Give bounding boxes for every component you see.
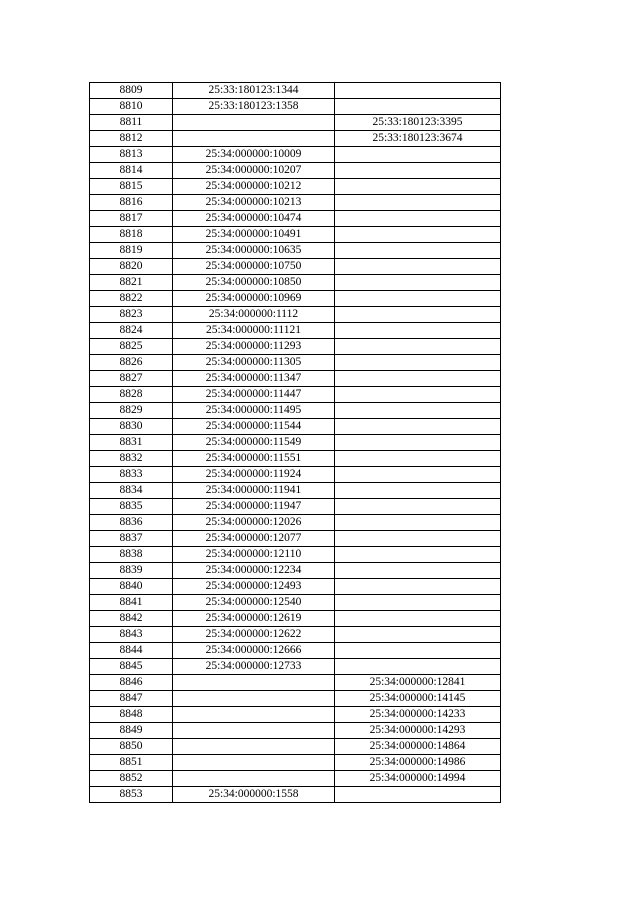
table-row xyxy=(90,211,501,227)
row-number-cell: 8836 xyxy=(90,515,173,531)
cadastral-number-cell: 25:34:000000:11495 xyxy=(173,403,335,419)
cadastral-number-alt-cell: 25:33:180123:3395 xyxy=(335,115,501,131)
row-number-cell: 8819 xyxy=(90,243,173,259)
row-number-cell: 8817 xyxy=(90,211,173,227)
cadastral-number-cell: 25:34:000000:10750 xyxy=(173,259,335,275)
cadastral-number-alt-cell: 25:34:000000:12841 xyxy=(335,675,501,691)
table-row xyxy=(90,675,501,691)
cadastral-number-cell xyxy=(173,755,335,771)
cadastral-number-alt-cell xyxy=(335,291,501,307)
cadastral-number-alt-cell xyxy=(335,595,501,611)
cadastral-number-cell: 25:34:000000:12026 xyxy=(173,515,335,531)
row-number-cell: 8815 xyxy=(90,179,173,195)
cadastral-number-alt-cell xyxy=(335,195,501,211)
cadastral-number-alt-cell xyxy=(335,579,501,595)
cadastral-number-cell: 25:34:000000:1558 xyxy=(173,787,335,803)
table-row xyxy=(90,723,501,739)
table-row xyxy=(90,659,501,675)
row-number-cell: 8838 xyxy=(90,547,173,563)
table-row xyxy=(90,259,501,275)
table-row xyxy=(90,387,501,403)
table-row xyxy=(90,467,501,483)
cadastral-number-cell: 25:34:000000:10850 xyxy=(173,275,335,291)
row-number-cell: 8846 xyxy=(90,675,173,691)
table-row xyxy=(90,755,501,771)
cadastral-number-cell: 25:34:000000:10213 xyxy=(173,195,335,211)
row-number-cell: 8847 xyxy=(90,691,173,707)
row-number-cell: 8830 xyxy=(90,419,173,435)
cadastral-number-cell: 25:34:000000:11947 xyxy=(173,499,335,515)
cadastral-number-alt-cell xyxy=(335,243,501,259)
table-row xyxy=(90,291,501,307)
cadastral-number-alt-cell xyxy=(335,227,501,243)
cadastral-number-cell: 25:34:000000:10009 xyxy=(173,147,335,163)
cadastral-number-alt-cell xyxy=(335,419,501,435)
cadastral-number-cell xyxy=(173,739,335,755)
row-number-cell: 8834 xyxy=(90,483,173,499)
row-number-cell: 8816 xyxy=(90,195,173,211)
cadastral-number-cell: 25:34:000000:12733 xyxy=(173,659,335,675)
cadastral-number-alt-cell xyxy=(335,323,501,339)
table-row xyxy=(90,547,501,563)
cadastral-number-alt-cell xyxy=(335,467,501,483)
row-number-cell: 8814 xyxy=(90,163,173,179)
table-body xyxy=(90,83,501,803)
row-number-cell: 8843 xyxy=(90,627,173,643)
row-number-cell: 8832 xyxy=(90,451,173,467)
row-number-cell: 8828 xyxy=(90,387,173,403)
cadastral-number-alt-cell xyxy=(335,547,501,563)
cadastral-number-alt-cell: 25:34:000000:14864 xyxy=(335,739,501,755)
table-row xyxy=(90,163,501,179)
row-number-cell: 8809 xyxy=(90,83,173,99)
cadastral-number-cell: 25:34:000000:12622 xyxy=(173,627,335,643)
cadastral-number-cell: 25:34:000000:11121 xyxy=(173,323,335,339)
table-row xyxy=(90,435,501,451)
table-row xyxy=(90,611,501,627)
cadastral-number-alt-cell xyxy=(335,403,501,419)
row-number-cell: 8821 xyxy=(90,275,173,291)
cadastral-number-alt-cell xyxy=(335,515,501,531)
cadastral-number-alt-cell xyxy=(335,307,501,323)
cadastral-number-alt-cell xyxy=(335,83,501,99)
cadastral-number-cell xyxy=(173,691,335,707)
table-row xyxy=(90,499,501,515)
cadastral-number-cell: 25:34:000000:11293 xyxy=(173,339,335,355)
table-row xyxy=(90,691,501,707)
cadastral-number-alt-cell: 25:33:180123:3674 xyxy=(335,131,501,147)
cadastral-number-cell: 25:33:180123:1358 xyxy=(173,99,335,115)
cadastral-number-cell: 25:34:000000:12619 xyxy=(173,611,335,627)
cadastral-number-cell xyxy=(173,131,335,147)
table-row xyxy=(90,227,501,243)
cadastral-number-cell: 25:34:000000:12540 xyxy=(173,595,335,611)
cadastral-number-alt-cell xyxy=(335,99,501,115)
row-number-cell: 8813 xyxy=(90,147,173,163)
cadastral-number-alt-cell xyxy=(335,355,501,371)
row-number-cell: 8827 xyxy=(90,371,173,387)
table-row xyxy=(90,355,501,371)
table-row xyxy=(90,339,501,355)
row-number-cell: 8825 xyxy=(90,339,173,355)
cadastral-number-alt-cell xyxy=(335,211,501,227)
row-number-cell: 8829 xyxy=(90,403,173,419)
row-number-cell: 8818 xyxy=(90,227,173,243)
table-row xyxy=(90,195,501,211)
cadastral-number-alt-cell xyxy=(335,339,501,355)
cadastral-number-cell xyxy=(173,675,335,691)
row-number-cell: 8822 xyxy=(90,291,173,307)
cadastral-number-cell: 25:34:000000:10491 xyxy=(173,227,335,243)
cadastral-table xyxy=(89,82,501,803)
row-number-cell: 8842 xyxy=(90,611,173,627)
table-row xyxy=(90,563,501,579)
row-number-cell: 8845 xyxy=(90,659,173,675)
row-number-cell: 8833 xyxy=(90,467,173,483)
table-row xyxy=(90,531,501,547)
cadastral-number-alt-cell: 25:34:000000:14233 xyxy=(335,707,501,723)
table-row xyxy=(90,515,501,531)
row-number-cell: 8823 xyxy=(90,307,173,323)
cadastral-number-cell: 25:34:000000:12234 xyxy=(173,563,335,579)
cadastral-number-cell xyxy=(173,115,335,131)
row-number-cell: 8849 xyxy=(90,723,173,739)
cadastral-number-cell: 25:34:000000:11549 xyxy=(173,435,335,451)
cadastral-number-alt-cell: 25:34:000000:14145 xyxy=(335,691,501,707)
cadastral-number-cell: 25:34:000000:10474 xyxy=(173,211,335,227)
table-row xyxy=(90,579,501,595)
cadastral-number-alt-cell: 25:34:000000:14994 xyxy=(335,771,501,787)
cadastral-number-cell: 25:34:000000:11924 xyxy=(173,467,335,483)
cadastral-number-alt-cell xyxy=(335,499,501,515)
table-row xyxy=(90,419,501,435)
table-row xyxy=(90,707,501,723)
table-row xyxy=(90,115,501,131)
cadastral-number-alt-cell xyxy=(335,563,501,579)
cadastral-number-cell: 25:34:000000:12110 xyxy=(173,547,335,563)
row-number-cell: 8824 xyxy=(90,323,173,339)
cadastral-number-alt-cell xyxy=(335,627,501,643)
cadastral-number-alt-cell xyxy=(335,147,501,163)
cadastral-number-alt-cell: 25:34:000000:14293 xyxy=(335,723,501,739)
table-row xyxy=(90,323,501,339)
table-row xyxy=(90,371,501,387)
cadastral-number-alt-cell xyxy=(335,435,501,451)
cadastral-number-cell: 25:34:000000:11347 xyxy=(173,371,335,387)
cadastral-number-alt-cell xyxy=(335,451,501,467)
cadastral-number-cell: 25:34:000000:11941 xyxy=(173,483,335,499)
cadastral-number-alt-cell: 25:34:000000:14986 xyxy=(335,755,501,771)
table-row xyxy=(90,179,501,195)
cadastral-number-cell: 25:33:180123:1344 xyxy=(173,83,335,99)
row-number-cell: 8850 xyxy=(90,739,173,755)
table-row xyxy=(90,483,501,499)
row-number-cell: 8852 xyxy=(90,771,173,787)
cadastral-number-alt-cell xyxy=(335,611,501,627)
cadastral-number-cell: 25:34:000000:1112 xyxy=(173,307,335,323)
cadastral-number-cell: 25:34:000000:10212 xyxy=(173,179,335,195)
row-number-cell: 8839 xyxy=(90,563,173,579)
cadastral-number-cell xyxy=(173,707,335,723)
row-number-cell: 8820 xyxy=(90,259,173,275)
cadastral-number-cell: 25:34:000000:10635 xyxy=(173,243,335,259)
cadastral-number-alt-cell xyxy=(335,259,501,275)
cadastral-number-cell: 25:34:000000:11544 xyxy=(173,419,335,435)
table-row xyxy=(90,403,501,419)
cadastral-number-cell: 25:34:000000:11551 xyxy=(173,451,335,467)
table-row xyxy=(90,739,501,755)
cadastral-number-cell: 25:34:000000:12077 xyxy=(173,531,335,547)
row-number-cell: 8844 xyxy=(90,643,173,659)
table-row xyxy=(90,99,501,115)
cadastral-number-alt-cell xyxy=(335,659,501,675)
row-number-cell: 8848 xyxy=(90,707,173,723)
cadastral-number-alt-cell xyxy=(335,483,501,499)
row-number-cell: 8835 xyxy=(90,499,173,515)
cadastral-number-cell xyxy=(173,723,335,739)
row-number-cell: 8853 xyxy=(90,787,173,803)
cadastral-number-alt-cell xyxy=(335,531,501,547)
row-number-cell: 8851 xyxy=(90,755,173,771)
table-row xyxy=(90,307,501,323)
table-row xyxy=(90,771,501,787)
cadastral-number-cell: 25:34:000000:11447 xyxy=(173,387,335,403)
table-row xyxy=(90,595,501,611)
cadastral-number-alt-cell xyxy=(335,371,501,387)
row-number-cell: 8826 xyxy=(90,355,173,371)
row-number-cell: 8811 xyxy=(90,115,173,131)
cadastral-number-alt-cell xyxy=(335,643,501,659)
table-row xyxy=(90,451,501,467)
cadastral-number-cell: 25:34:000000:10969 xyxy=(173,291,335,307)
cadastral-number-cell: 25:34:000000:12666 xyxy=(173,643,335,659)
table-row xyxy=(90,131,501,147)
table-row xyxy=(90,627,501,643)
cadastral-number-alt-cell xyxy=(335,179,501,195)
row-number-cell: 8810 xyxy=(90,99,173,115)
row-number-cell: 8812 xyxy=(90,131,173,147)
table-row xyxy=(90,243,501,259)
table-row xyxy=(90,643,501,659)
table-row xyxy=(90,787,501,803)
cadastral-number-cell: 25:34:000000:11305 xyxy=(173,355,335,371)
cadastral-number-cell: 25:34:000000:12493 xyxy=(173,579,335,595)
row-number-cell: 8831 xyxy=(90,435,173,451)
cadastral-number-alt-cell xyxy=(335,275,501,291)
row-number-cell: 8837 xyxy=(90,531,173,547)
cadastral-number-alt-cell xyxy=(335,787,501,803)
cadastral-number-cell xyxy=(173,771,335,787)
cadastral-number-cell: 25:34:000000:10207 xyxy=(173,163,335,179)
table-row xyxy=(90,147,501,163)
cadastral-number-alt-cell xyxy=(335,163,501,179)
table-row xyxy=(90,275,501,291)
row-number-cell: 8841 xyxy=(90,595,173,611)
cadastral-number-alt-cell xyxy=(335,387,501,403)
row-number-cell: 8840 xyxy=(90,579,173,595)
table-row xyxy=(90,83,501,99)
